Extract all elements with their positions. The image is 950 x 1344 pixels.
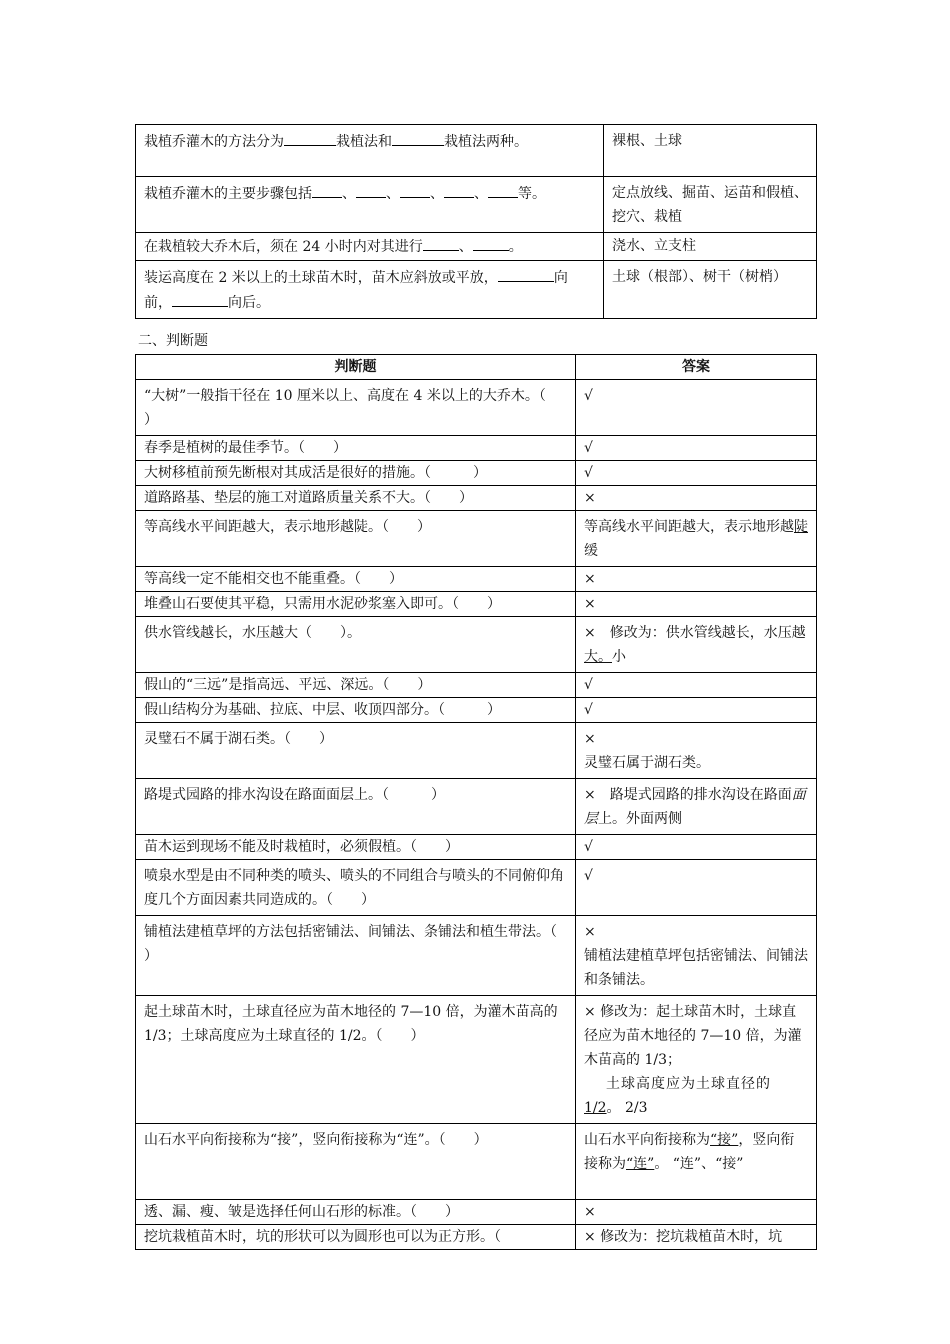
table-row [136,261,817,319]
question-cell: 假山的“三远”是指高远、平远、深远。（ ） [136,673,576,698]
question-cell: 供水管线越长，水压越大（ ）。 [136,617,576,673]
blank-line [172,290,228,307]
question-cell: 装运高度在 2 米以上的土球苗木时，苗木应斜放或平放， 向前， 向后。 [136,261,604,319]
table-row [136,617,817,673]
answer-cell: × 灵璧石属于湖石类。 [576,723,817,779]
table-row [136,177,817,233]
question-cell: 灵璧石不属于湖石类。（ ） [136,723,576,779]
blank-line [356,181,386,198]
table-row [136,779,817,835]
table-row [136,1200,817,1225]
question-cell: 假山结构分为基础、拉底、中层、收顶四部分。（ ） [136,698,576,723]
true-false-table [135,354,817,1250]
question-cell: 道路路基、垫层的施工对道路质量关系不大。（ ） [136,486,576,511]
answer-cell: √ [576,461,817,486]
answer-cell: √ [576,860,817,916]
answer-cell: 等高线水平间距越大，表示地形越陡 缓 [576,511,817,567]
answer-cell: √ [576,835,817,860]
table-row [136,996,817,1124]
answer-cell: 山石水平向衔接称为“接”，竖向衔接称为“连”。 “连”、“接” [576,1124,817,1200]
column-header-answer: 答案 [576,355,817,380]
answer-cell: × 铺植法建植草坪包括密铺法、间铺法和条铺法。 [576,916,817,996]
answer-cell: 浇水、立支柱 [604,233,817,261]
table-row [136,461,817,486]
blank-line [444,181,474,198]
answer-cell: × [576,486,817,511]
answer-cell: √ [576,698,817,723]
question-cell: 路堤式园路的排水沟设在路面面层上。（ ） [136,779,576,835]
question-cell: 大树移植前预先断根对其成活是很好的措施。（ ） [136,461,576,486]
question-cell: 山石水平向衔接称为“接”，竖向衔接称为“连”。（ ） [136,1124,576,1200]
table-header-row [136,355,817,380]
table-row [136,125,817,177]
answer-cell: √ [576,380,817,436]
table-row [136,486,817,511]
table-row [136,916,817,996]
blank-line [392,129,444,146]
question-cell: 起土球苗木时，土球直径应为苗木地径的 7—10 倍，为灌木苗高的 1/3；土球高度应为土球直径的 1/2。（ ） [136,996,576,1124]
question-cell: 栽植乔灌木的方法分为 栽植法和 栽植法两种。 [136,125,604,177]
question-cell: 挖坑栽植苗木时，坑的形状可以为圆形也可以为正方形。（ [136,1225,576,1250]
table-row [136,511,817,567]
table-row [136,592,817,617]
blank-line [284,129,336,146]
answer-cell: × [576,567,817,592]
question-cell: 栽植乔灌木的主要步骤包括 、 、 、 、 等。 [136,177,604,233]
question-cell: “大树”一般指干径在 10 厘米以上、高度在 4 米以上的大乔木。（ ） [136,380,576,436]
answer-cell: × 修改为：起土球苗木时，土球直径应为苗木地径的 7—10 倍，为灌木苗高的 1/3； 土球高度应为土球直径的 1/2。 2/3 [576,996,817,1124]
answer-cell: 土球（根部）、树干（树梢） [604,261,817,319]
answer-cell: 定点放线、掘苗、运苗和假植、挖穴、栽植 [604,177,817,233]
table-row [136,835,817,860]
table-row [136,673,817,698]
section-title: 二、判断题 [138,333,208,349]
blank-line [312,181,342,198]
table-row [136,233,817,261]
table-row [136,860,817,916]
table-row [136,380,817,436]
answer-cell: × [576,592,817,617]
question-cell: 等高线水平间距越大，表示地形越陡。（ ） [136,511,576,567]
question-cell: 堆叠山石要使其平稳，只需用水泥砂浆塞入即可。（ ） [136,592,576,617]
table-row [136,1124,817,1200]
blank-line [400,181,430,198]
blank-line [498,265,554,282]
question-cell: 春季是植树的最佳季节。（ ） [136,436,576,461]
blank-line [473,234,509,251]
fill-in-table [135,124,817,319]
table-row [136,436,817,461]
table-row [136,1225,817,1250]
question-cell: 喷泉水型是由不同种类的喷头、喷头的不同组合与喷头的不同俯仰角度几个方面因素共同造成的。（ ） [136,860,576,916]
answer-cell: × 修改为：挖坑栽植苗木时，坑 [576,1225,817,1250]
question-cell: 在栽植较大乔木后，须在 24 小时内对其进行 、 。 [136,233,604,261]
table-row [136,567,817,592]
column-header-question: 判断题 [136,355,576,380]
answer-cell: × 路堤式园路的排水沟设在路面面层上。外面两侧 [576,779,817,835]
question-cell: 苗木运到现场不能及时栽植时，必须假植。（ ） [136,835,576,860]
blank-line [423,234,459,251]
question-cell: 等高线一定不能相交也不能重叠。（ ） [136,567,576,592]
blank-line [488,181,518,198]
answer-cell: √ [576,673,817,698]
table-row [136,723,817,779]
table-row [136,698,817,723]
answer-cell: × 修改为：供水管线越长，水压越大。小 [576,617,817,673]
answer-cell: √ [576,436,817,461]
answer-cell: 裸根、土球 [604,125,817,177]
question-cell: 铺植法建植草坪的方法包括密铺法、间铺法、条铺法和植生带法。（ ） [136,916,576,996]
question-cell: 透、漏、瘦、皱是选择任何山石形的标准。（ ） [136,1200,576,1225]
answer-cell: × [576,1200,817,1225]
